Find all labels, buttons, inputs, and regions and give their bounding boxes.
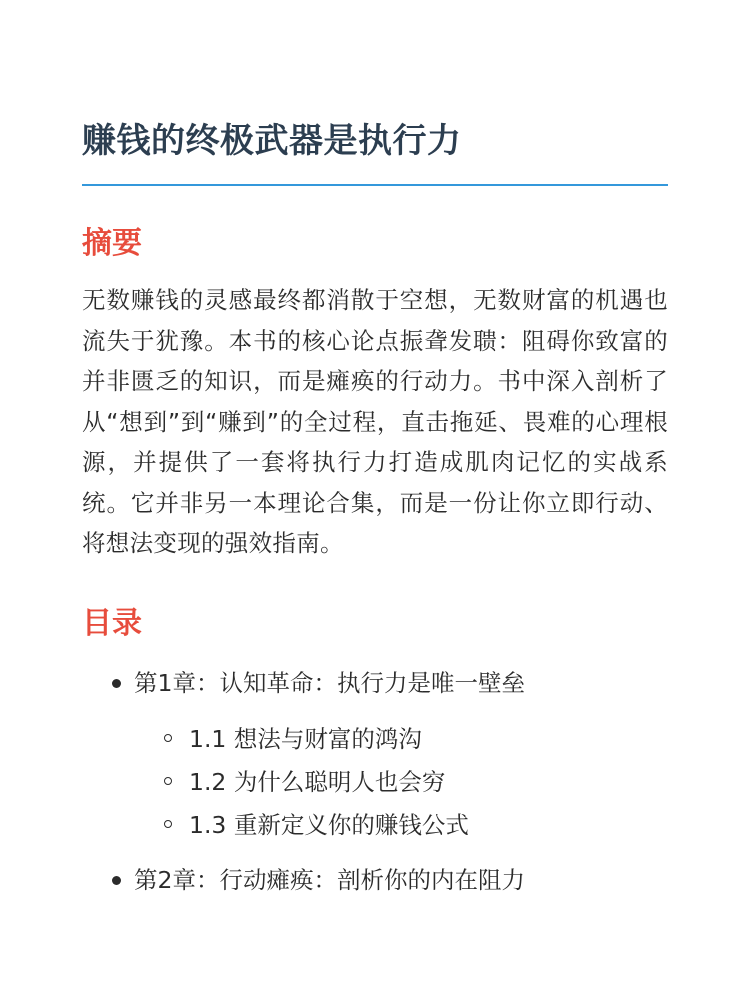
document-page [82, 0, 668, 918]
chapter-title: 第2章：行动瘫痪：剖析你的内在阻力 [134, 865, 525, 894]
bullet-disc-icon [112, 876, 121, 885]
bullet-circle-icon [164, 820, 172, 828]
toc-section [134, 765, 668, 799]
section-title: 1.3 重新定义你的赚钱公式 [189, 810, 469, 839]
toc-chapter [82, 666, 668, 842]
toc-section [134, 808, 668, 842]
bullet-circle-icon [164, 734, 172, 742]
bullet-circle-icon [164, 777, 172, 785]
section-title: 1.2 为什么聪明人也会穷 [189, 767, 446, 796]
summary-paragraph: 无数赚钱的灵感最终都消散于空想，无数财富的机遇也流失于犹豫。本书的核心论点振聋发聩：阻碍你致富的并非匮乏的知识，而是瘫痪的行动力。书中深入剖析了从“想到”到“赚到”的全过程，直击拖延、畏难的心理根源，并提供了一套将执行力打造成肌肉记忆的实战系统。它并非另一本理论合集，而是一份让你立即行动、将想法变现的强效指南。 [82, 286, 668, 557]
section-title: 1.1 想法与财富的鸿沟 [189, 724, 422, 753]
chapter-title: 第1章：认知革命：执行力是唯一壁垒 [134, 668, 525, 697]
toc-chapter [82, 863, 668, 897]
summary-heading: 摘要 [82, 226, 142, 261]
document-title: 赚钱的终极武器是执行力 [82, 121, 462, 161]
toc-section [134, 722, 668, 756]
chapter-sections [134, 722, 668, 842]
bullet-disc-icon [112, 679, 121, 688]
table-of-contents [82, 666, 668, 897]
title-divider [82, 184, 668, 186]
toc-heading: 目录 [82, 605, 142, 641]
